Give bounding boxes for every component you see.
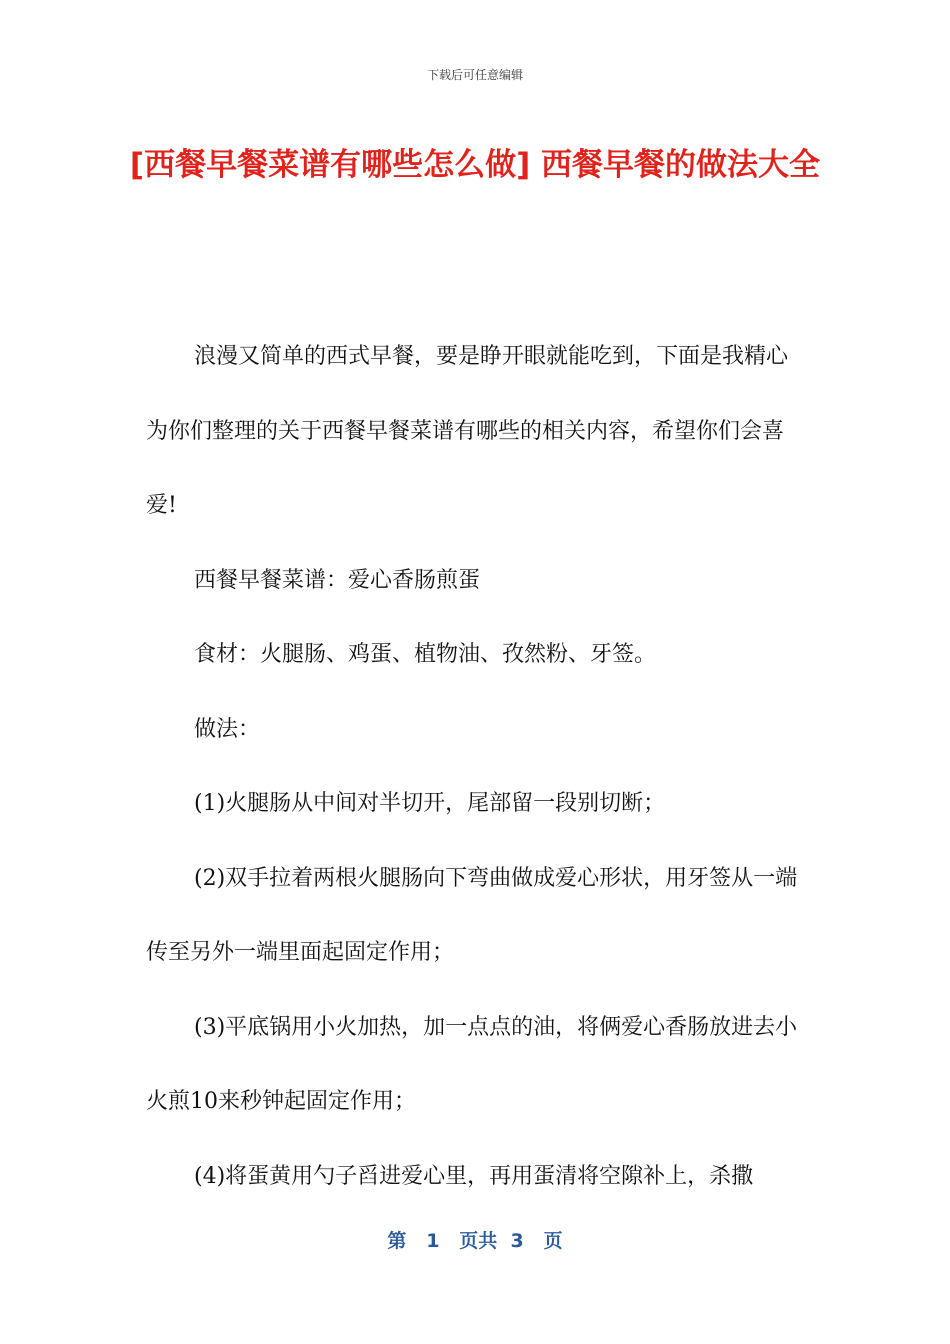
footer-mid: 页共 — [459, 1230, 498, 1252]
paragraph-ingredients: 食材：火腿肠、鸡蛋、植物油、孜然粉、牙签。 — [194, 642, 657, 667]
paragraph-method-heading: 做法： — [194, 716, 261, 742]
paragraph-intro: 浪漫又简单的西式早餐，要是睁开眼就能吃到，下面是我精心为你们整理的关于西餐早餐菜谱有哪些的相关内容，希望你们会喜爱! — [146, 344, 789, 518]
footer-suffix: 页 — [543, 1230, 563, 1252]
header-note: 下载后可任意编辑 — [426, 68, 523, 82]
footer-current-page: 1 — [426, 1230, 440, 1252]
paragraph-step-1: (1)火腿肠从中间对半切开，尾部留一段别切断； — [194, 791, 666, 816]
footer-total-pages: 3 — [510, 1230, 524, 1252]
paragraph-step-3: (3)平底锅用小火加热，加一点点的油，将俩爱心香肠放进去小火煎10来秒钟起固定作用； — [146, 1014, 798, 1114]
paragraph-step-2: (2)双手拉着两根火腿肠向下弯曲做成爱心形状，用牙签从一端传至另外一端里面起固定作用； — [146, 865, 798, 965]
page-title: [西餐早餐菜谱有哪些怎么做] 西餐早餐的做法大全 — [129, 147, 821, 183]
paragraph-recipe-name: 西餐早餐菜谱：爱心香肠煎蛋 — [194, 567, 481, 593]
paragraph-step-4: (4)将蛋黄用勺子舀进爱心里，再用蛋清将空隙补上，杀撒 — [194, 1163, 754, 1189]
footer-prefix: 第 — [387, 1230, 407, 1252]
page-footer — [0, 1226, 950, 1253]
document-body — [146, 320, 808, 1214]
